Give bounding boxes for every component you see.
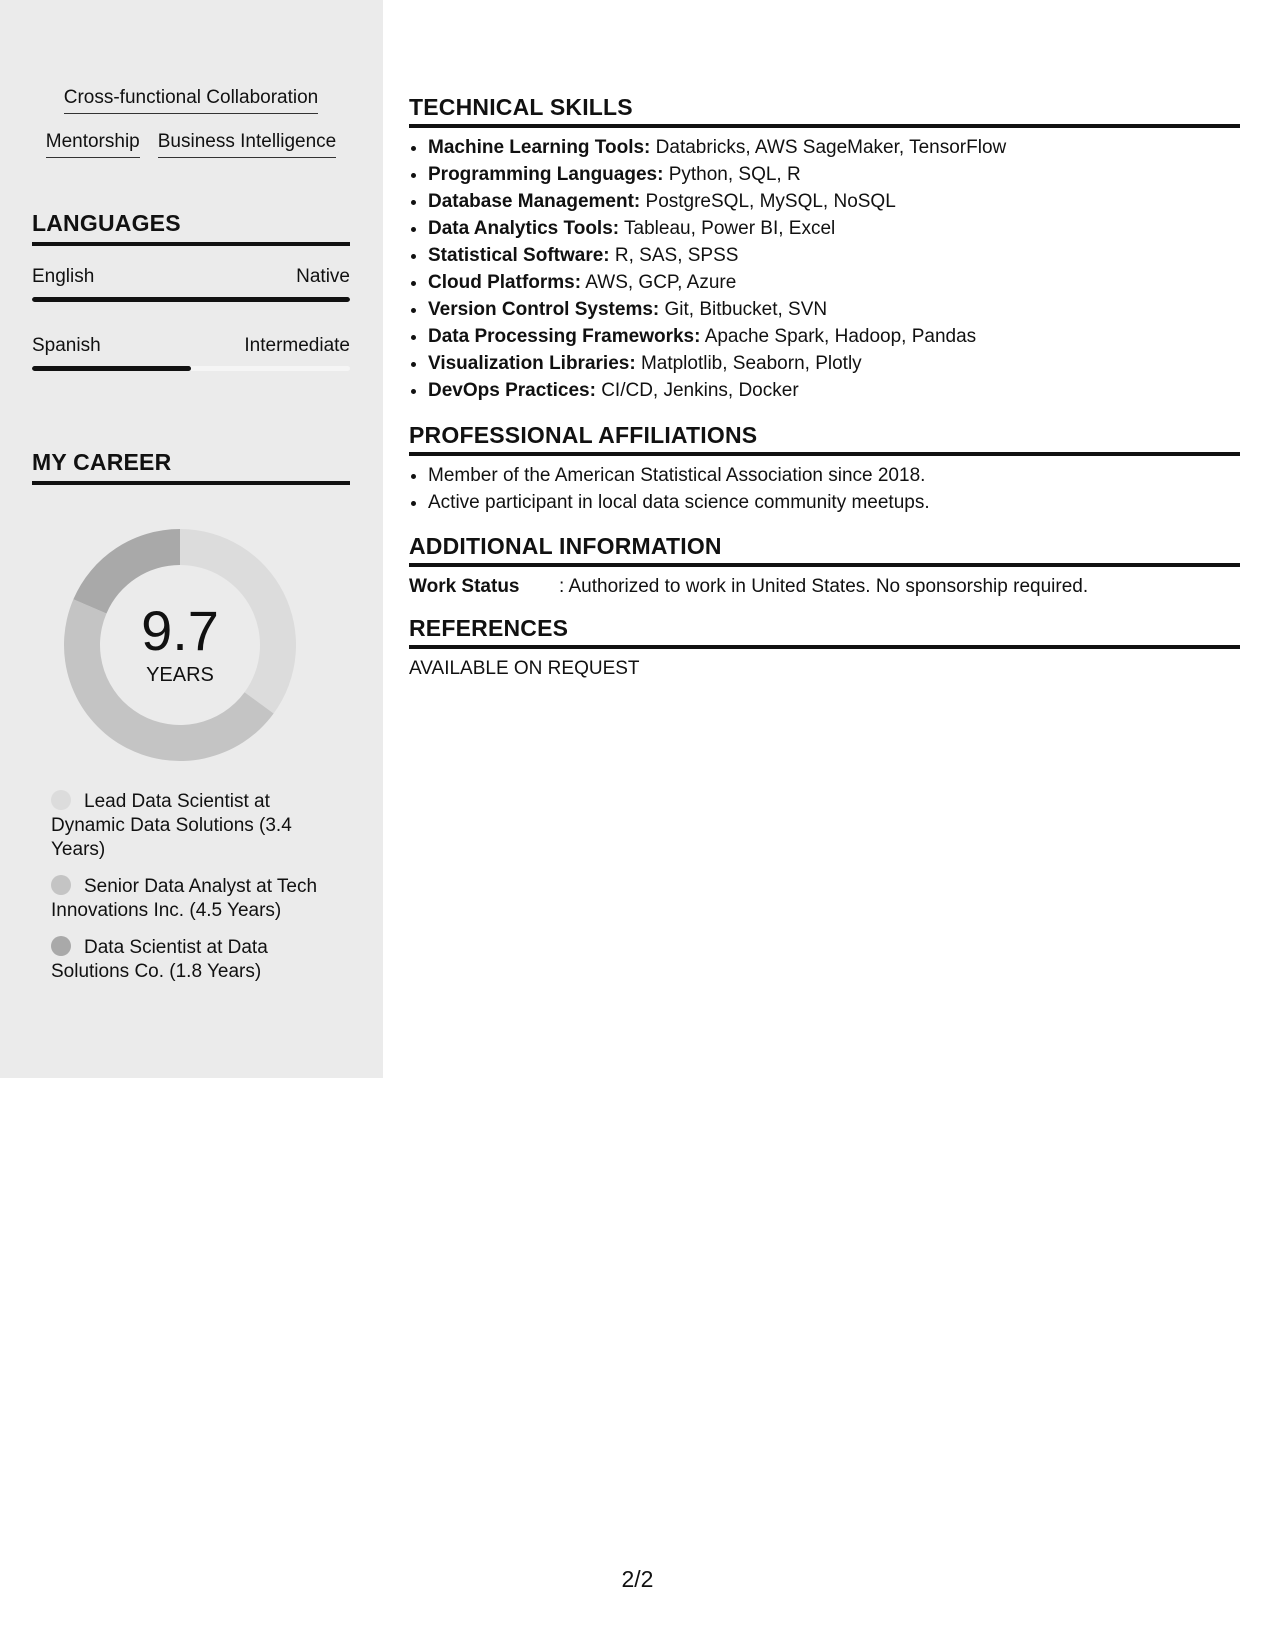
skill-label: Programming Languages: — [428, 164, 664, 185]
career-legend-item — [51, 936, 336, 984]
skill-tag: Cross-functional Collaboration — [64, 86, 319, 114]
work-status-row — [409, 573, 1240, 600]
page-number: 2/2 — [621, 1566, 654, 1592]
skill-label: Database Management: — [428, 191, 641, 212]
skill-value: CI/CD, Jenkins, Docker — [601, 380, 799, 401]
additional-info-heading: ADDITIONAL INFORMATION — [409, 533, 1240, 567]
skill-value: Matplotlib, Seaborn, Plotly — [640, 353, 862, 374]
skill-item — [428, 161, 1240, 188]
skill-label: Visualization Libraries: — [428, 353, 636, 374]
skill-item — [428, 242, 1240, 269]
affiliation-item: • Active participant in local data science community meetups. — [428, 489, 1240, 516]
affiliations-section — [409, 422, 1240, 516]
skill-value: Databricks, AWS SageMaker, TensorFlow — [655, 137, 1007, 158]
career-total-unit: YEARS — [146, 664, 214, 686]
work-status-key: Work Status — [409, 576, 520, 597]
references-section — [409, 615, 1240, 682]
career-legend-text: Data Scientist at Data Solutions Co. (1.8 Years) — [51, 937, 268, 982]
skill-item — [428, 188, 1240, 215]
languages-heading: LANGUAGES — [32, 210, 350, 246]
skill-value: Git, Bitbucket, SVN — [664, 299, 828, 320]
skill-label: Machine Learning Tools: — [428, 137, 651, 158]
work-status-value: : Authorized to work in United States. No sponsorship required. — [559, 576, 1089, 597]
career-legend-dot — [51, 875, 71, 895]
language-proficiency-bar — [32, 366, 350, 371]
technical-skills-section — [409, 94, 1240, 404]
career-legend — [51, 790, 336, 997]
skill-label: DevOps Practices: — [428, 380, 596, 401]
skill-label: Data Processing Frameworks: — [428, 326, 701, 347]
language-proficiency-fill — [32, 366, 191, 371]
tag-row — [32, 130, 350, 158]
language-level: Intermediate — [244, 335, 350, 356]
career-total-years: 9.7 — [141, 599, 219, 662]
skill-value: PostgreSQL, MySQL, NoSQL — [645, 191, 896, 212]
skill-value: Apache Spark, Hadoop, Pandas — [704, 326, 977, 347]
language-level: Native — [296, 266, 350, 287]
language-proficiency-bar — [32, 297, 350, 302]
technical-skills-heading: TECHNICAL SKILLS — [409, 94, 1240, 128]
career-heading: MY CAREER — [32, 449, 350, 485]
language-proficiency-fill — [32, 297, 350, 302]
career-legend-dot — [51, 936, 71, 956]
additional-info-section — [409, 533, 1240, 600]
skill-item — [428, 134, 1240, 161]
skill-item — [428, 377, 1240, 404]
skill-label: Cloud Platforms: — [428, 272, 582, 293]
career-legend-text: Senior Data Analyst at Tech Innovations Inc. (4.5 Years) — [51, 876, 318, 921]
affiliations-list — [409, 462, 1240, 516]
career-donut-chart — [64, 529, 296, 761]
career-legend-item — [51, 790, 336, 862]
sidebar — [0, 0, 383, 1078]
technical-skills-list — [409, 134, 1240, 404]
career-legend-item — [51, 875, 336, 923]
skill-item — [428, 296, 1240, 323]
references-heading: REFERENCES — [409, 615, 1240, 649]
skill-item — [428, 215, 1240, 242]
skill-tag: Business Intelligence — [158, 130, 337, 158]
skill-label: Statistical Software: — [428, 245, 610, 266]
skill-value: AWS, GCP, Azure — [585, 272, 737, 293]
skill-tag: Mentorship — [46, 130, 140, 158]
language-spanish — [32, 334, 350, 371]
language-name: Spanish — [32, 335, 101, 356]
skill-tags — [32, 86, 350, 174]
skill-label: Version Control Systems: — [428, 299, 660, 320]
language-english — [32, 265, 350, 302]
tag-row — [32, 86, 350, 114]
affiliations-heading: PROFESSIONAL AFFILIATIONS — [409, 422, 1240, 456]
skill-value: R, SAS, SPSS — [614, 245, 739, 266]
career-legend-text: Lead Data Scientist at Dynamic Data Solutions (3.4 Years) — [51, 791, 292, 860]
skill-value: Python, SQL, R — [668, 164, 801, 185]
skill-item — [428, 323, 1240, 350]
references-text: AVAILABLE ON REQUEST — [409, 658, 640, 679]
language-name: English — [32, 266, 95, 287]
skill-item — [428, 269, 1240, 296]
career-legend-dot — [51, 790, 71, 810]
skill-label: Data Analytics Tools: — [428, 218, 620, 239]
skill-item — [428, 350, 1240, 377]
affiliation-item: • Member of the American Statistical Association since 2018. — [428, 462, 1240, 489]
skill-value: Tableau, Power BI, Excel — [624, 218, 836, 239]
